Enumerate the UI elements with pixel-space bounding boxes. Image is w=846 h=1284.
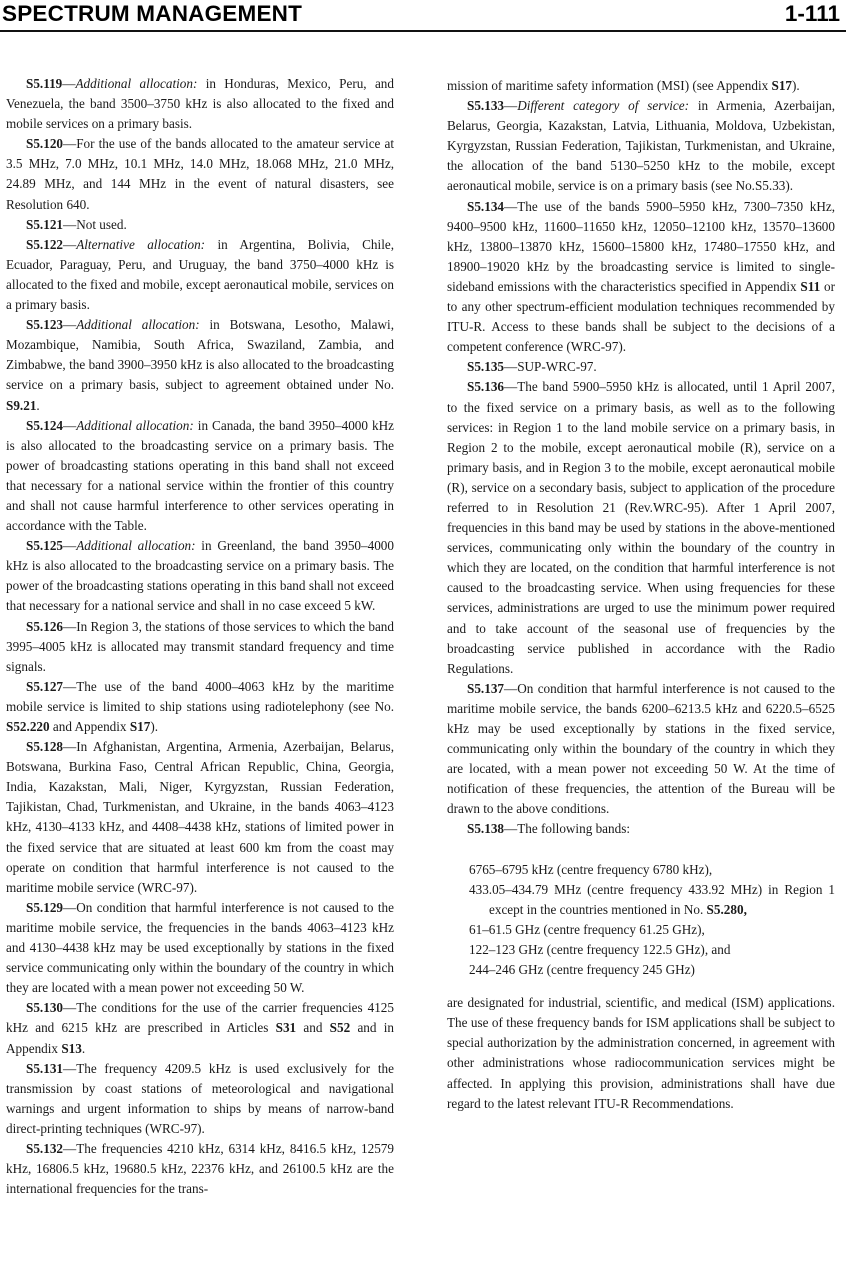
para-s5-129: S5.129—On condition that harmful interference is not caused to the maritime mobile service, the frequencies in the bands 4063–4123 kHz and 4130–4438 kHz may be used exceptionally by stations in the fixed service communicating only within the boundary of the country in which they are located with a mean power not exceeding 50 W.: [6, 899, 394, 996]
para-s5-122: S5.122—Alternative allocation: in Argentina, Bolivia, Chile, Ecuador, Paraguay, Peru, and Uruguay, the band 3750–4000 kHz is allocated to the fixed and mobile, except aeronautical mobile, services on a primary basis.: [6, 236, 395, 313]
para-s5-134: S5.134—The use of the bands 5900–5950 kHz, 7300–7350 kHz, 9400–9500 kHz, 11600–11650 kHz, 12050–12100 kHz, 13570–13600 kHz, 13800–13870 kHz, 15600–15800 kHz, 17480–17550 kHz, and 18900–19020 kHz by the broadcasting service is limited to single-sideband emissions with the characteristics specified in Appendix S11 or to any other spectrum-efficient modulation techniques recommended by ITU-R. Access to these bands shall be subject to the decisions of a competent conference (WRC-97).: [447, 198, 835, 355]
para-s5-121: S5.121—Not used.: [26, 216, 127, 232]
list-item: 244–246 GHz (centre frequency 245 GHz): [469, 962, 695, 978]
para-s5-131: S5.131—The frequency 4209.5 kHz is used exclusively for the transmission by coast stations of meteorological and navigational warnings and urgent information to ships by means of narrow-band direct-printing techniques (WRC-97).: [6, 1060, 394, 1136]
para-s5-137: S5.137—On condition that harmful interference is not caused to the maritime mobile service, the bands 6200–6213.5 kHz and 6220.5–6525 kHz may be used exceptionally by stations in the fixed service, communicating only within the boundary of the country in which they are located, with a mean power not exceeding 50 W. At the time of notification of these frequencies, the attention of the Bureau will be drawn to the above conditions.: [447, 680, 835, 817]
para-s5-127: S5.127—The use of the band 4000–4063 kHz by the maritime mobile service is limited to ship stations using radiotelephony (see No. S52.220 and Appendix S17).: [6, 678, 394, 734]
para-s5-136: S5.136—The band 5900–5950 kHz is allocated, until 1 April 2007, to the fixed service on a primary basis, as well as to the following services: in Region 1 to the land mobile service on a primary basis, in Region 2 to the mobile, except aeronautical mobile (R), service on a primary basis, and in Region 3 to the mobile, except aeronautical mobile (R), service on a secondary basis, subject to application of the procedure referred to in Resolution 21 (Rev.WRC-95). After 1 April 2007, frequencies in this band may be used by stations in the above-mentioned services, communicating only within the boundary of the country in which they are located, on the condition that harmful interference is not caused to the broadcasting service. When using frequencies for these services, administrations are urged to use the minimum power required and to take account of the seasonal use of frequencies by the broadcasting service published in accordance with the Radio Regulations.: [447, 379, 835, 676]
para-s5-120: S5.120—For the use of the bands allocated to the amateur service at 3.5 MHz, 7.0 MHz, 10.1 MHz, 14.0 MHz, 18.068 MHz, 21.0 MHz, 24.89 MHz, and 144 MHz in the event of natural disasters, see Resolution 640.: [6, 136, 394, 212]
para-s5-132-continued: mission of maritime safety information (MSI) (see Appendix S17).: [447, 78, 800, 93]
para-s5-135: S5.135—SUP-WRC-97.: [467, 359, 597, 375]
para-s5-128: S5.128—In Afghanistan, Argentina, Armenia, Azerbaijan, Belarus, Botswana, Burkina Faso, Central African Republic, China, Georgia, India, Kazakstan, Mali, Niger, Kyrgyzstan, Russian Federation, Tajikistan, Chad, Turkmenistan, and Ukraine, in the bands 4063–4123 kHz, 4130–4133 kHz, and 4408–4438 kHz, stations of limited power in the fixed service that are situated at least 600 km from the coast may operate on condition that harmful interference is not caused to the maritime mobile service (WRC-97).: [6, 739, 394, 895]
list-item: 433.05–434.79 MHz (centre frequency 433.92 MHz) in Region 1 except in the countries mentioned in No. S5.280,: [469, 881, 835, 917]
para-s5-125: S5.125—Additional allocation: in Greenland, the band 3950–4000 kHz is also allocated to the broadcasting service on a primary basis. The power of the broadcasting stations operating in this band shall not exceed that necessary for a national service and shall in no case exceed 5 kW.: [6, 538, 394, 614]
right-column: [447, 76, 835, 1114]
para-s5-123: S5.123—Additional allocation: in Botswana, Lesotho, Malawi, Mozambique, Namibia, South Africa, Swaziland, Zambia, and Zimbabwe, the band 3900–3950 kHz is also allocated to the broadcasting service on a primary basis, subject to agreement obtained under No. S9.21.: [6, 317, 394, 413]
page-header: [0, 0, 846, 32]
running-title: SPECTRUM MANAGEMENT: [2, 1, 303, 26]
para-s5-138: S5.138—The following bands:: [467, 821, 631, 837]
para-s5-138-closing: are designated for industrial, scientific, and medical (ISM) applications. The use of these frequency bands for ISM applications shall be subject to special authorization by the administration concerned, in agreement with other administrations whose radiocommunication services might be affected. In applying this provision, administrations shall have due regard to the latest relevant ITU-R Recommendations.: [447, 995, 835, 1111]
para-s5-119: S5.119—Additional allocation: in Honduras, Mexico, Peru, and Venezuela, the band 3500–3750 kHz is also allocated to the fixed and mobile services on a primary basis.: [6, 76, 394, 132]
para-s5-124: S5.124—Additional allocation: in Canada, the band 3950–4000 kHz is also allocated to the broadcasting service on a primary basis. The power of broadcasting stations operating in this band shall not exceed that necessary for a national service within the frontier of this country and shall not cause harmful interference to other services operating in accordance with the Table.: [6, 417, 394, 534]
ism-band-list: [469, 860, 835, 981]
list-item: 6765–6795 kHz (centre frequency 6780 kHz),: [469, 861, 713, 877]
para-s5-132: S5.132—The frequencies 4210 kHz, 6314 kHz, 8416.5 kHz, 12579 kHz, 16806.5 kHz, 19680.5 kHz, 22376 kHz, and 26100.5 kHz are the international frequencies for the trans-: [6, 1140, 394, 1197]
page-number: 1-111: [784, 1, 840, 26]
left-column: [6, 74, 394, 1199]
para-s5-133: S5.133—Different category of service: in Armenia, Azerbaijan, Belarus, Georgia, Kazakstan, Latvia, Lithuania, Moldova, Uzbekistan, Kyrgyzstan, Russian Federation, Tajikistan, Turkmenistan, and Ukraine, the allocation of the band 5130–5250 kHz to the mobile, except aeronautical mobile, service is on a primary basis (see No.S5.33).: [447, 98, 835, 194]
list-item: 122–123 GHz (centre frequency 122.5 GHz), and: [469, 941, 731, 957]
para-s5-126: S5.126—In Region 3, the stations of those services to which the band 3995–4005 kHz is allocated may transmit standard frequency and time signals.: [6, 618, 394, 674]
list-item: 61–61.5 GHz (centre frequency 61.25 GHz),: [469, 921, 705, 937]
para-s5-130: S5.130—The conditions for the use of the carrier frequencies 4125 kHz and 6215 kHz are prescribed in Articles S31 and S52 and in Appendix S13.: [6, 1000, 394, 1056]
